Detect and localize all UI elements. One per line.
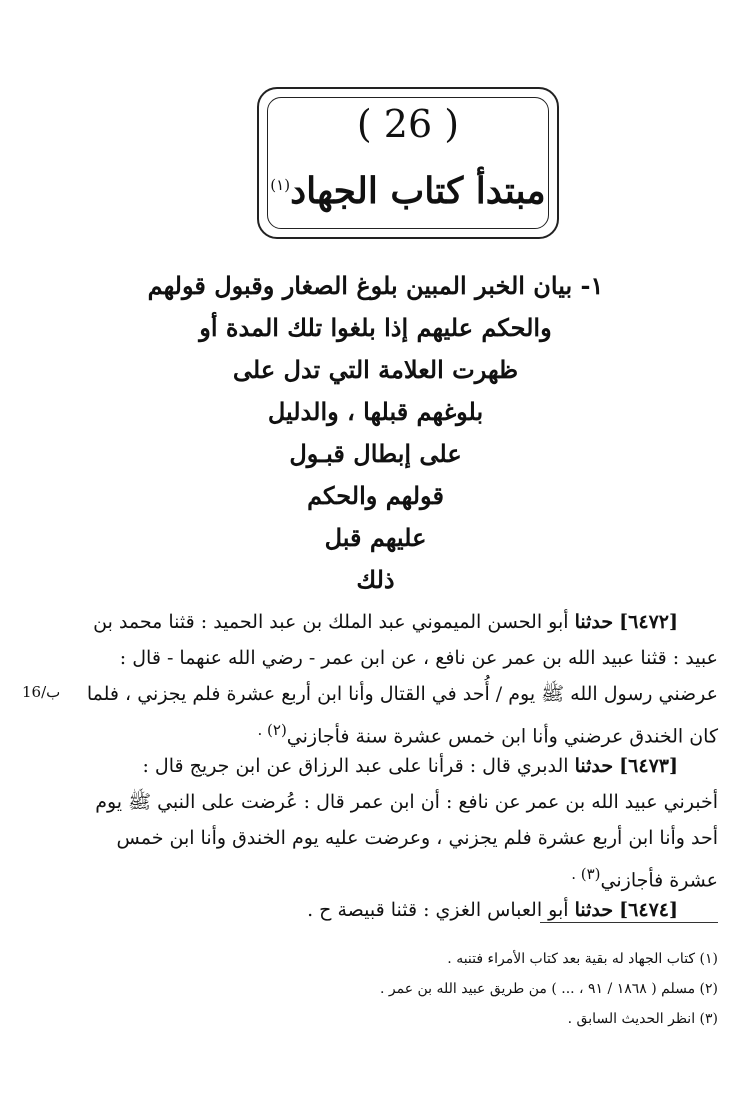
hadith-label: حدثنا bbox=[574, 755, 614, 777]
hadith-line: عرضني رسول الله ﷺ يوم / أُحد في القتال وأنا ابن أربع عشرة فلم يجزني ، فلما bbox=[86, 683, 718, 705]
book-title bbox=[259, 161, 557, 215]
hadith-number: [٦٤٧٣] bbox=[619, 755, 678, 777]
hadith-label: حدثنا bbox=[574, 899, 614, 921]
manuscript-folio-marker: 16/ب bbox=[22, 683, 61, 701]
hadith-text: عشرة فأجازني bbox=[600, 869, 718, 892]
section-heading-line-7: عليهم قبل bbox=[324, 523, 427, 552]
hadith-text: كان الخندق عرضني وأنا ابن خمس عشرة سنة فأجازني bbox=[286, 725, 718, 748]
footnote-ref: (٢) . bbox=[257, 721, 287, 739]
section-heading-line-6: قولهم والحكم bbox=[307, 481, 444, 510]
hadith-line bbox=[80, 748, 718, 784]
hadith-text: أبو العباس الغزي : قثنا قبيصة ح . bbox=[307, 899, 569, 921]
hadith-number: [٦٤٧٢] bbox=[619, 611, 678, 633]
section-heading-line-2: والحكم عليهم إذا بلغوا تلك المدة أو bbox=[199, 313, 552, 342]
hadith-text: أبو الحسن الميموني عبد الملك بن عبد الحميد : قثنا محمد بن bbox=[93, 611, 569, 633]
hadith-line: عبيد : قثنا عبيد الله بن عمر عن نافع ، عن ابن عمر - رضي الله عنهما - قال : bbox=[119, 647, 718, 669]
section-heading-line-4: بلوغهم قبلها ، والدليل bbox=[267, 397, 484, 426]
footnote-ref: (٣) . bbox=[571, 865, 601, 883]
hadith-6472 bbox=[80, 604, 718, 748]
hadith-number: [٦٤٧٤] bbox=[619, 899, 678, 921]
footnote-2: (٢) مسلم ( ١٨٦٨ / ٩١ ، ... ) من طريق عبيد الله بن عمر . bbox=[379, 981, 718, 997]
hadith-line: أحد وأنا ابن أربع عشرة فلم يجزني ، وعرضت عليه يوم الخندق وأنا ابن خمس bbox=[116, 827, 718, 849]
section-heading-line-5: على إبطال قبـول bbox=[289, 439, 462, 468]
footnote-1: (١) كتاب الجهاد له بقية بعد كتاب الأمراء فتنبه . bbox=[447, 951, 718, 967]
hadith-line bbox=[80, 712, 718, 748]
section-heading-line-3: ظهرت العلامة التي تدل على bbox=[232, 355, 519, 384]
footnote-divider bbox=[540, 922, 718, 923]
chapter-number: ( 26 ) bbox=[356, 102, 460, 146]
footnote-3: (٣) انظر الحديث السابق . bbox=[567, 1011, 718, 1027]
book-title-footnote-ref: (١) bbox=[270, 176, 291, 194]
hadith-6473 bbox=[80, 748, 718, 892]
section-heading-line-1: ١- بيان الخبر المبين بلوغ الصغار وقبول قولهم bbox=[147, 271, 604, 300]
chapter-title-frame bbox=[257, 87, 559, 239]
book-title-text: مبتدأ كتاب الجهاد bbox=[290, 170, 546, 212]
hadith-text: الدبري قال : قرأنا على عبد الرزاق عن ابن جريج قال : bbox=[142, 755, 569, 777]
hadith-line bbox=[80, 604, 718, 640]
section-heading-line-8: ذلك bbox=[356, 565, 395, 594]
hadith-label: حدثنا bbox=[574, 611, 614, 633]
hadith-line bbox=[80, 856, 718, 892]
hadith-line: أخبرني عبيد الله بن عمر عن نافع : أن ابن عمر قال : عُرضت على النبي ﷺ يوم bbox=[95, 791, 718, 813]
